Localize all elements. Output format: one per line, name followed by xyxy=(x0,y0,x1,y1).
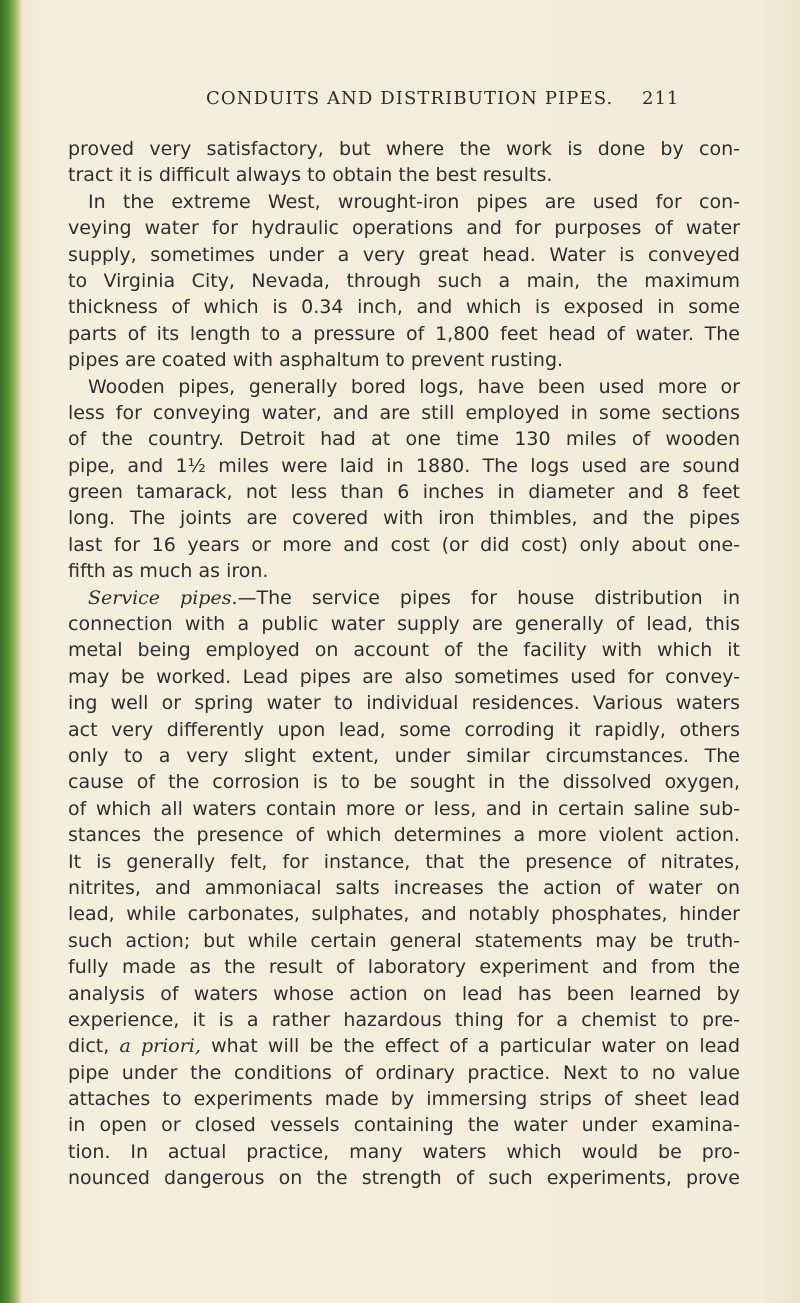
italic-phrase: a priori, xyxy=(119,1035,201,1058)
text-line: last for 16 years or more and cost (or did cost) only about one- xyxy=(68,533,740,556)
text-line: supply, sometimes under a very great head. Water is conveyed xyxy=(68,243,740,266)
text-line: fifth as much as iron. xyxy=(68,560,269,583)
text-line: long. The joints are covered with iron thimbles, and the pipes xyxy=(68,507,740,530)
text-line: In the extreme West, wrought-iron pipes are used for con- xyxy=(88,190,740,213)
paragraph-service-pipes xyxy=(68,585,740,1192)
text-fragment: dict, xyxy=(68,1035,120,1058)
heading-rest: —The service pipes for house distribution in xyxy=(237,586,741,609)
text-line: thickness of which is 0.34 inch, and which is exposed in some xyxy=(68,296,740,319)
text-line: tion. In actual practice, many waters which would be pro- xyxy=(68,1140,740,1163)
text-line: fully made as the result of laboratory experiment and from the xyxy=(68,956,740,979)
text-line: It is generally felt, for instance, that the presence of nitrates, xyxy=(68,850,740,873)
text-line: attaches to experiments made by immersing strips of sheet lead xyxy=(68,1088,740,1111)
text-line: experience, it is a rather hazardous thing for a chemist to pre- xyxy=(68,1008,740,1031)
page-header xyxy=(0,88,800,116)
italic-heading: Service pipes. xyxy=(88,586,238,609)
text-line: to Virginia City, Nevada, through such a main, the maximum xyxy=(68,269,740,292)
text-line: analysis of waters whose action on lead has been learned by xyxy=(68,982,740,1005)
paragraph-wrought-iron xyxy=(68,189,740,374)
text-line: parts of its length to a pressure of 1,800 feet head of water. The xyxy=(68,322,740,345)
text-line: nounced dangerous on the strength of such experiments, prove xyxy=(68,1167,740,1190)
text-line: in open or closed vessels containing the water under examina- xyxy=(68,1114,740,1137)
text-line: metal being employed on account of the facility with which it xyxy=(68,639,740,662)
paragraph-continuation xyxy=(68,136,740,189)
text-line: lead, while carbonates, sulphates, and notably phosphates, hinder xyxy=(68,903,740,926)
binding-edge xyxy=(0,0,22,1303)
text-line xyxy=(68,585,740,611)
text-line: tract it is difficult always to obtain the best results. xyxy=(68,164,553,187)
text-line: only to a very slight extent, under similar circumstances. The xyxy=(68,744,740,767)
text-line: ing well or spring water to individual residences. Various waters xyxy=(68,692,740,715)
text-line: nitrites, and ammoniacal salts increases the action of water on xyxy=(68,876,740,899)
text-line: of the country. Detroit had at one time 130 miles of wooden xyxy=(68,428,740,451)
text-line: pipe under the conditions of ordinary practice. Next to no value xyxy=(68,1061,740,1084)
text-line: less for conveying water, and are still employed in some sections xyxy=(68,401,740,424)
page-number: 211 xyxy=(642,88,680,109)
text-line: pipes are coated with asphaltum to prevent rusting. xyxy=(68,349,564,372)
text-line: proved very satisfactory, but where the work is done by con- xyxy=(68,138,740,160)
text-line: of which all waters contain more or less, and in certain saline sub- xyxy=(68,797,740,820)
text-line: cause of the corrosion is to be sought in the dissolved oxygen, xyxy=(68,771,740,794)
text-fragment: what will be the effect of a particular water on lead xyxy=(200,1035,740,1058)
text-line: connection with a public water supply are generally of lead, this xyxy=(68,613,740,636)
body-text xyxy=(68,136,740,1192)
text-line xyxy=(68,1033,740,1059)
text-line: act very differently upon lead, some corroding it rapidly, others xyxy=(68,718,740,741)
paragraph-wooden-pipes xyxy=(68,374,740,585)
text-line: Wooden pipes, generally bored logs, have been used more or xyxy=(88,375,740,398)
text-line: green tamarack, not less than 6 inches in diameter and 8 feet xyxy=(68,481,740,504)
text-line: pipe, and 1½ miles were laid in 1880. The logs used are sound xyxy=(68,454,740,477)
text-line: may be worked. Lead pipes are also sometimes used for convey- xyxy=(68,665,740,688)
text-line: veying water for hydraulic operations and for purposes of water xyxy=(68,217,740,240)
running-title: CONDUITS AND DISTRIBUTION PIPES. xyxy=(206,88,614,109)
text-line: stances the presence of which determines a more violent action. xyxy=(68,824,740,847)
text-line: such action; but while certain general statements may be truth- xyxy=(68,929,740,952)
